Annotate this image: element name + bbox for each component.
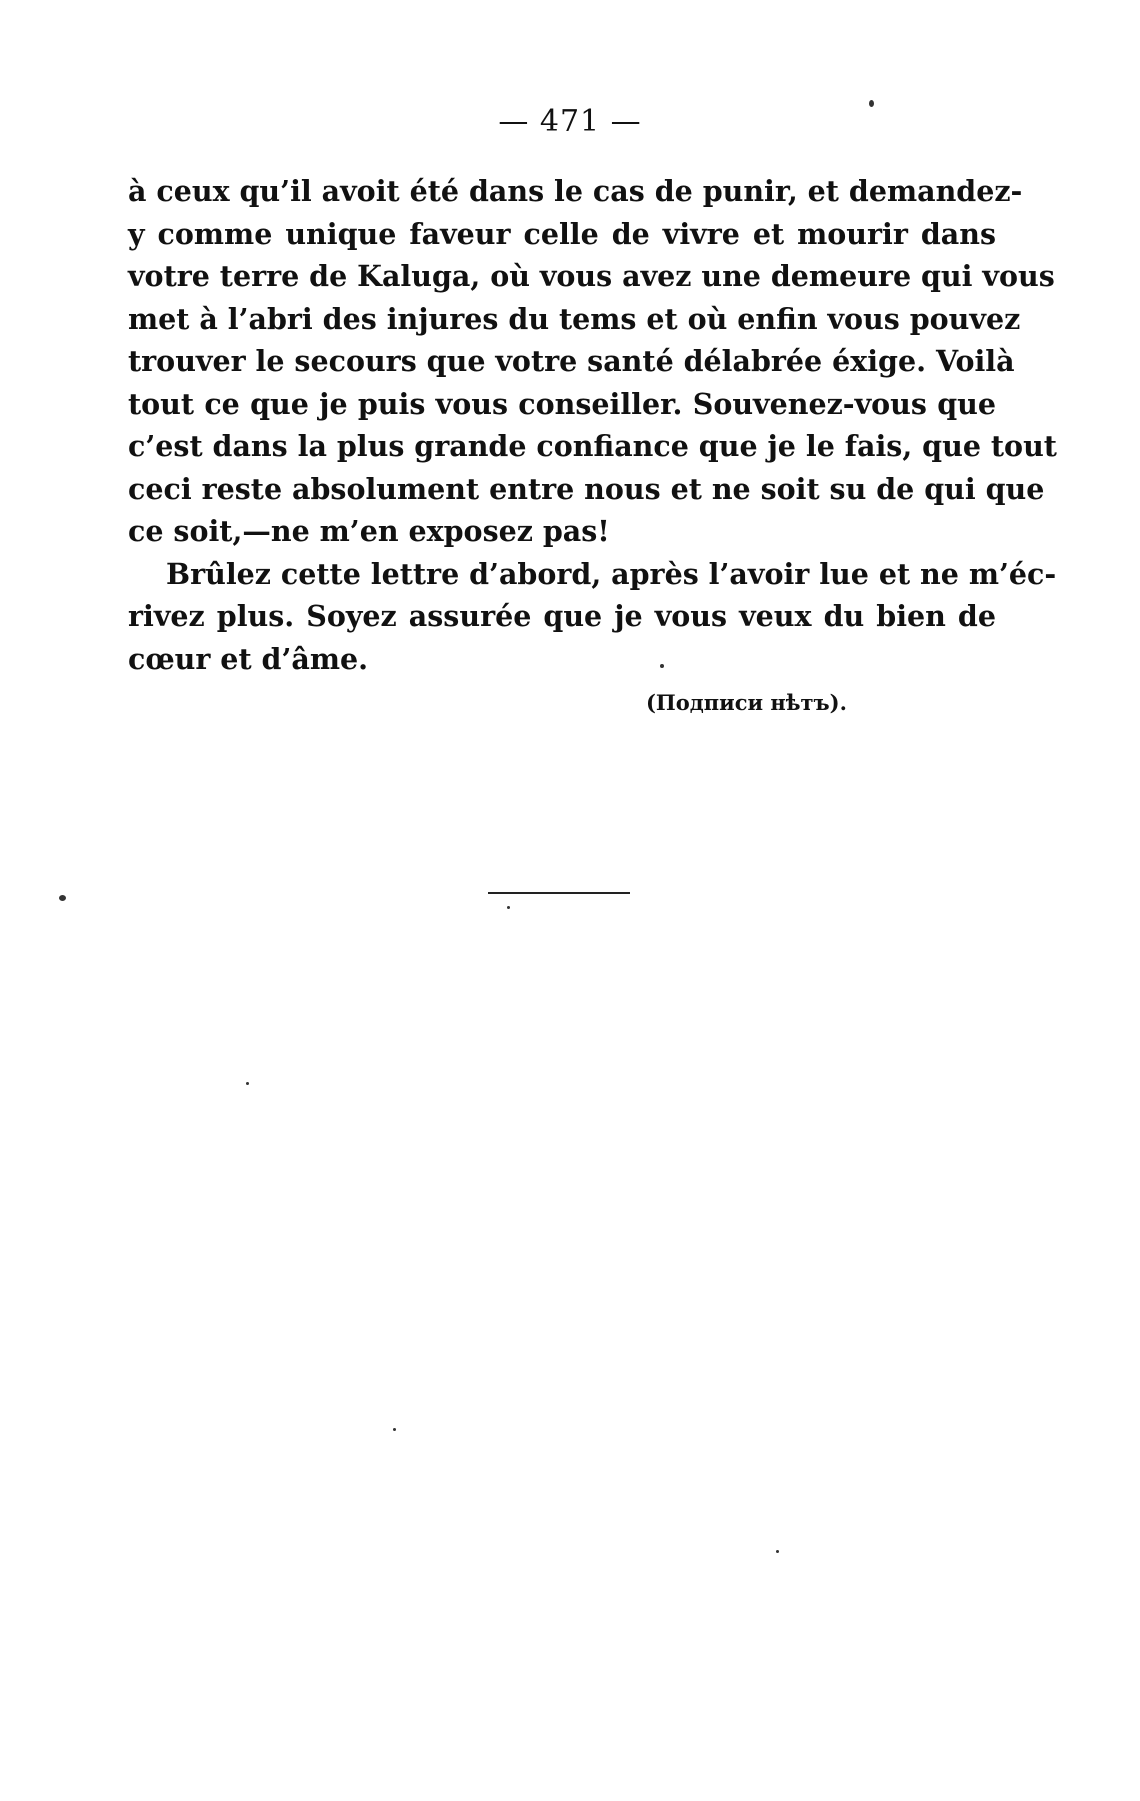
section-divider xyxy=(488,892,630,894)
print-speck xyxy=(246,1082,249,1085)
text-line: trouver le secours que votre santé délabrée éxige. Voilà xyxy=(128,344,1015,378)
print-speck xyxy=(59,895,66,901)
print-speck xyxy=(660,664,664,668)
text-line: Brûlez cette lettre d’abord, après l’avoir lue et ne m’éc- xyxy=(166,556,1057,591)
print-speck xyxy=(869,100,874,107)
text-line: ce soit,—ne m’en exposez pas! xyxy=(128,514,610,548)
print-speck xyxy=(776,1550,779,1553)
text-line: rivez plus. Soyez assurée que je vous veux du bien de xyxy=(128,599,996,633)
text-line: votre terre de Kaluga, où vous avez une demeure qui vous xyxy=(128,259,1055,293)
page-number: — 471 — xyxy=(498,104,642,139)
text-line: à ceux qu’il avoit été dans le cas de punir, et demandez- xyxy=(128,174,1023,208)
text-line: tout ce que je puis vous conseiller. Souvenez-vous que xyxy=(128,386,996,421)
text-line: ceci reste absolument entre nous et ne soit su de qui que xyxy=(128,471,1045,506)
letter-text xyxy=(128,170,1057,680)
print-speck xyxy=(507,906,510,909)
text-line: y comme unique faveur celle de vivre et mourir dans xyxy=(128,216,996,251)
signature-note: (Подписи нѣтъ). xyxy=(646,690,847,715)
text-line: cœur et d’âme. xyxy=(128,641,369,676)
text-line: c’est dans la plus grande confiance que je le fais, que tout xyxy=(128,429,1057,463)
text-line: met à l’abri des injures du tems et où enfin vous pouvez xyxy=(128,301,1021,336)
print-speck xyxy=(393,1428,396,1431)
